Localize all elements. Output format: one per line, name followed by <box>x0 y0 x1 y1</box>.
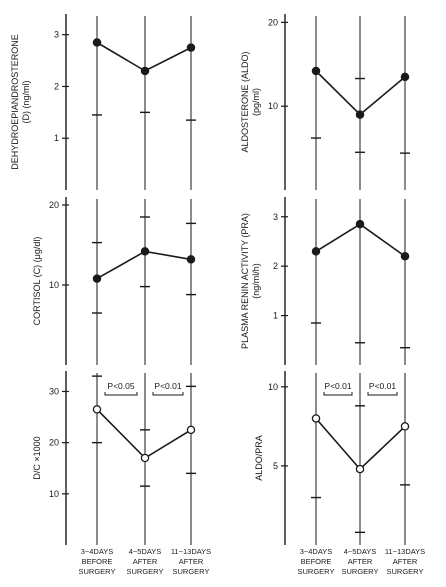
x-category-label-line: 4~5DAYS <box>128 547 162 556</box>
x-category-label <box>342 547 379 576</box>
y-axis-title-line: DEHYDROEPIANDROSTERONE <box>10 34 20 170</box>
data-point <box>401 423 408 430</box>
x-category-label-line: AFTER <box>178 557 204 566</box>
data-point <box>141 248 148 255</box>
y-axis-title-line: (pg/ml) <box>251 87 261 117</box>
data-point <box>93 39 100 46</box>
x-category-label <box>79 547 116 576</box>
series-line <box>97 43 191 71</box>
panel-cortisol <box>32 197 196 365</box>
p-value-label: P<0.01 <box>368 381 397 391</box>
y-tick-label: 10 <box>267 381 278 392</box>
x-category-label-line: SURGERY <box>386 567 424 576</box>
x-category-label-line: 11~13DAYS <box>384 547 426 556</box>
data-point <box>141 454 148 461</box>
p-value-label: P<0.05 <box>107 381 135 391</box>
x-category-label <box>385 547 425 576</box>
y-axis-title-line: D/C ×1000 <box>32 436 42 480</box>
y-tick-label: 20 <box>267 17 278 28</box>
p-value-label: P<0.01 <box>324 381 352 391</box>
panel-aldo_pra <box>254 371 425 576</box>
y-tick-label: 2 <box>272 261 278 272</box>
x-category-label-line: 3~4DAYS <box>80 547 114 556</box>
y-axis-title-line: ALDOSTERONE (ALDO) <box>240 51 250 153</box>
x-category-label-line: SURGERY <box>341 567 379 576</box>
x-category-label <box>171 547 211 576</box>
y-tick-label: 30 <box>48 386 59 397</box>
data-point <box>93 406 100 413</box>
significance-bracket <box>368 392 397 395</box>
x-category-label-line: SURGERY <box>172 567 210 576</box>
panel-dhea <box>10 14 196 190</box>
data-point <box>93 275 100 282</box>
y-tick-label: 10 <box>267 101 278 112</box>
y-tick-label: 10 <box>48 280 59 290</box>
y-tick-label: 20 <box>48 437 59 448</box>
y-axis-title-line: PLASMA RENIN ACTIVITY (PRA) <box>240 213 250 349</box>
x-category-label <box>298 547 335 576</box>
y-axis-title-line: (D) (ng/ml) <box>21 80 31 124</box>
data-point <box>356 465 363 472</box>
series-line <box>97 409 191 458</box>
y-tick-label: 1 <box>272 310 278 321</box>
panel-dc_ratio <box>32 371 211 576</box>
data-point <box>401 253 408 260</box>
y-tick-label: 2 <box>53 81 59 92</box>
x-category-label-line: 4~5DAYS <box>343 547 377 556</box>
y-axis-title <box>32 237 42 326</box>
y-axis-title-line: ALDO/PRA <box>254 435 264 481</box>
x-category-label-line: SURGERY <box>78 567 116 576</box>
x-category-label-line: 11~13DAYS <box>170 547 212 556</box>
y-tick-label: 20 <box>48 200 59 210</box>
y-axis-title <box>32 436 42 479</box>
y-axis-title-line: CORTISOL (C) (μg/dl) <box>32 236 42 326</box>
data-point <box>187 256 194 263</box>
significance-bracket <box>105 392 137 395</box>
data-point <box>312 67 319 74</box>
x-category-label-line: SURGERY <box>126 567 164 576</box>
data-point <box>187 426 194 433</box>
data-point <box>312 248 319 255</box>
y-axis-title-line: (ng/ml/h) <box>251 263 261 299</box>
x-category-label-line: AFTER <box>392 557 418 566</box>
x-category-label-line: BEFORE <box>81 557 113 566</box>
data-point <box>401 73 408 80</box>
y-tick-label: 3 <box>272 211 278 222</box>
y-axis-title <box>240 51 261 152</box>
y-axis-title <box>240 213 261 349</box>
data-point <box>356 111 363 118</box>
x-category-label-line: BEFORE <box>300 557 332 566</box>
data-point <box>141 67 148 74</box>
x-category-label-line: AFTER <box>347 557 373 566</box>
panel-aldosterone <box>240 14 410 190</box>
x-category-label-line: 3~4DAYS <box>299 547 333 556</box>
significance-bracket <box>324 392 352 395</box>
data-point <box>356 221 363 228</box>
x-category-label-line: SURGERY <box>297 567 335 576</box>
y-tick-label: 10 <box>48 488 59 499</box>
y-tick-label: 1 <box>53 133 59 144</box>
data-point <box>187 44 194 51</box>
p-value-label: P<0.01 <box>154 381 182 391</box>
x-category-label-line: AFTER <box>132 557 158 566</box>
data-point <box>312 415 319 422</box>
y-tick-label: 3 <box>53 29 59 40</box>
y-tick-label: 5 <box>272 460 278 471</box>
panel-pra <box>240 197 410 365</box>
x-category-label <box>127 547 164 576</box>
y-axis-title <box>254 435 264 481</box>
y-axis-title <box>10 34 31 170</box>
significance-bracket <box>153 392 183 395</box>
